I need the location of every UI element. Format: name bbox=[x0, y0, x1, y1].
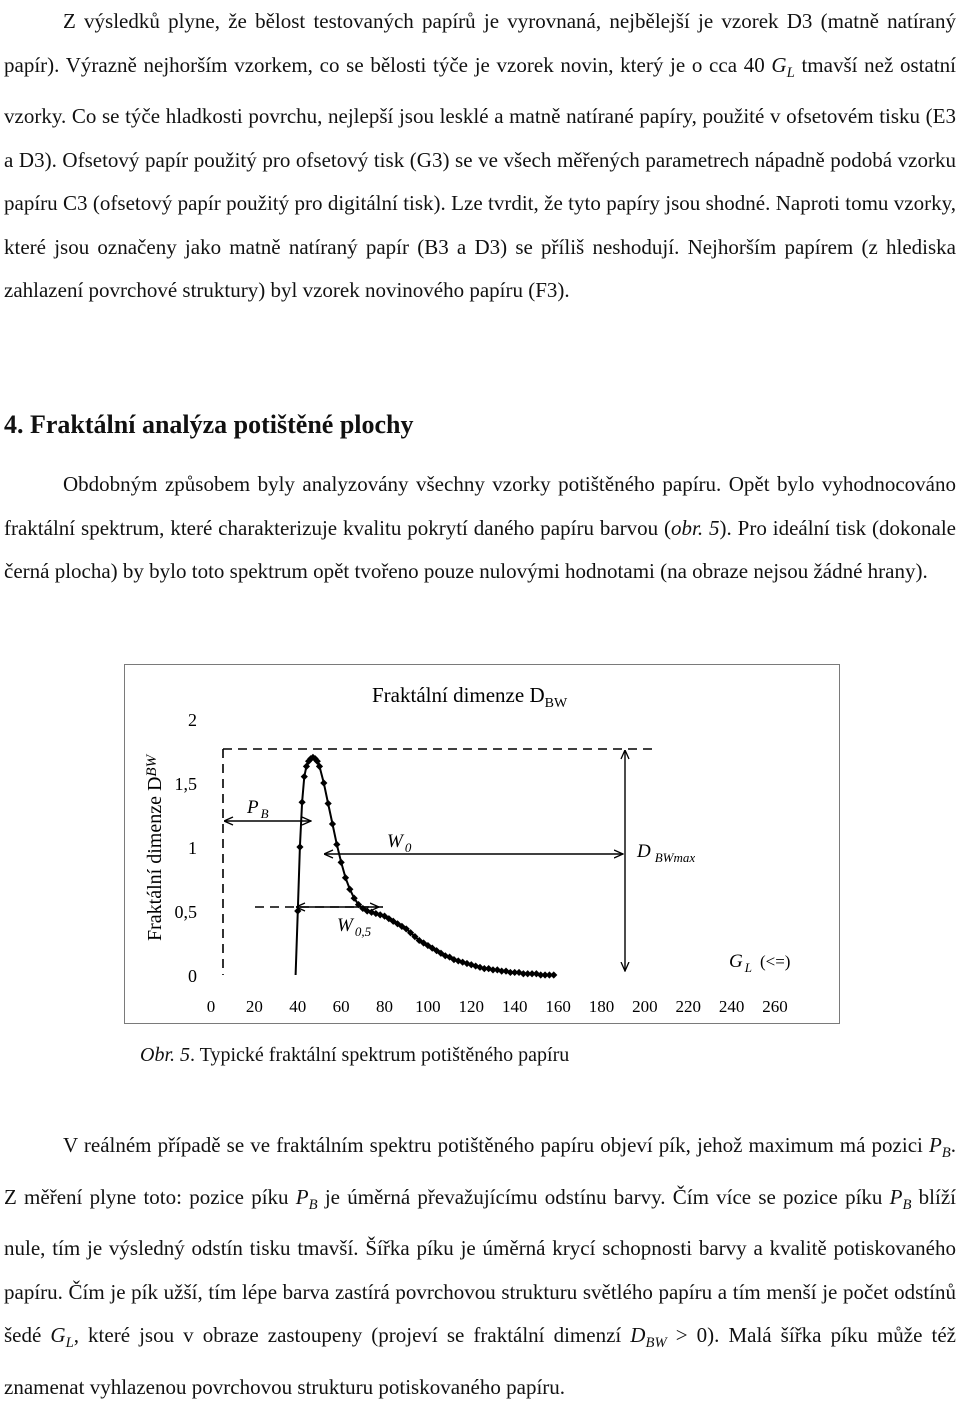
x-tick-label: 40 bbox=[289, 997, 307, 1016]
annotation-arrows bbox=[225, 751, 625, 971]
p3-text-3: je úměrná převažujícímu odstínu barvy. Čím více se pozice píku bbox=[317, 1184, 890, 1209]
figure-frame bbox=[124, 664, 840, 1024]
caption-text: . Typické fraktální spektrum potištěného papíru bbox=[190, 1044, 570, 1066]
pb-symbol: P bbox=[928, 1133, 942, 1157]
x-tick-label: 60 bbox=[332, 997, 350, 1016]
x-tick-label: 220 bbox=[675, 997, 701, 1016]
caption-label: Obr. 5 bbox=[140, 1044, 191, 1066]
annotation-w0: W $_0$ bbox=[387, 831, 412, 855]
x-tick-label: 20 bbox=[245, 997, 263, 1016]
pb-subscript: B bbox=[308, 1196, 318, 1213]
data-point bbox=[346, 886, 353, 893]
paragraph-intro bbox=[4, 0, 956, 313]
annotation-pb: P $_B$ bbox=[247, 797, 269, 821]
p3-text-1: V reálném případě se ve fraktálním spektru potištěného papíru objeví pík, jehož maximum má pozici bbox=[63, 1133, 929, 1157]
p1-gl-symbol: G bbox=[771, 52, 787, 77]
gl-symbol: G bbox=[50, 1323, 66, 1348]
paragraph-peak bbox=[4, 1124, 956, 1410]
x-axis-ticks bbox=[207, 997, 788, 1016]
data-point bbox=[301, 773, 308, 780]
y-axis-ticks bbox=[175, 710, 198, 986]
p3-text-5: , které jsou v obraze zastoupeny (projeví se fraktální dimenzí bbox=[73, 1323, 631, 1348]
y-axis-label: Fraktální dimenze $D^{BW}$ bbox=[144, 754, 166, 941]
x-tick-label: 0 bbox=[206, 997, 216, 1016]
annotation-w05: W $_{0,5}$ bbox=[337, 915, 372, 939]
p2-text-1: Obdobným způsobem byly analyzovány všechny vzorky potištěného papíru. Opět bylo vyhodnocováno fraktální spektrum, které charakterizuje kvalitu pokrytí daného papíru barvou ( bbox=[4, 472, 956, 540]
y-tick-label: 0,5 bbox=[174, 902, 197, 922]
gl-subscript: L bbox=[65, 1335, 74, 1352]
figure-reference: obr. 5 bbox=[671, 515, 720, 540]
y-tick-label: 1,5 bbox=[174, 774, 197, 794]
x-tick-label: 140 bbox=[501, 997, 528, 1016]
section-heading: 4. Fraktální analýza potištěné plochy bbox=[4, 410, 414, 439]
data-point bbox=[550, 971, 557, 978]
y-tick-label: 2 bbox=[188, 710, 197, 730]
chart-title: Fraktální dimenze $D_{BW}$ bbox=[372, 683, 568, 711]
x-tick-label: 80 bbox=[376, 997, 394, 1016]
x-tick-label: 180 bbox=[588, 997, 615, 1016]
p3-text-4: blíží nule, tím je výsledný odstín tisku tmavší. Šířka píku je úměrná krycí schopnosti barvy a kvalitě potiskovaného papíru. Čím je pík užší, tím lépe barva zastírá povrchovou strukturu světlého papíru a tím menší je počet odstínů šedé bbox=[4, 1184, 957, 1348]
fractal-spectrum-chart bbox=[125, 665, 841, 1025]
data-point bbox=[296, 843, 303, 850]
p3-text-6: > 0). Malá šířka píku může též znamenat vyhlazenou povrchovou strukturu potiskovaného papíru. bbox=[4, 1323, 956, 1400]
p1-gl-subscript: L bbox=[786, 64, 795, 81]
data-point bbox=[325, 800, 332, 807]
data-point bbox=[299, 799, 306, 806]
pb-symbol: P bbox=[295, 1184, 309, 1209]
data-point bbox=[320, 779, 327, 786]
dashed-reference-lines bbox=[223, 749, 657, 975]
x-tick-label: 200 bbox=[632, 997, 658, 1016]
data-point bbox=[342, 874, 349, 881]
p2-text-2: ). Pro ideální tisk (dokonale černá plocha) by bylo toto spektrum opět tvořeno pouze nulovými hodnotami (na obraze nejsou žádné hrany). bbox=[4, 515, 956, 583]
x-tick-label: 160 bbox=[545, 997, 571, 1016]
data-point bbox=[333, 841, 340, 848]
spectrum-markers bbox=[294, 754, 557, 979]
annotation-gl: G $_L$ (<=) bbox=[729, 951, 791, 975]
data-point bbox=[338, 859, 345, 866]
dbw-subscript: BW bbox=[645, 1335, 667, 1352]
x-tick-label: 120 bbox=[458, 997, 485, 1016]
x-tick-label: 240 bbox=[718, 997, 745, 1016]
pb-subscript: B bbox=[941, 1145, 951, 1162]
data-point bbox=[329, 820, 336, 827]
x-tick-label: 100 bbox=[415, 997, 441, 1016]
x-tick-label: 260 bbox=[762, 997, 788, 1016]
data-point bbox=[294, 907, 301, 914]
dbw-symbol: D bbox=[630, 1323, 646, 1348]
p1-text-2: tmavší než ostatní vzorky. Co se týče hladkosti povrchu, nejlepší jsou lesklé a matně natírané papíry, použité v ofsetovém tisku (E3 a D3). Ofsetový papír použitý pro ofsetový tisk (G3) se ve všech měřených parametrech nápadně podobá vzorku papíru C3 (ofsetový papír použitý pro digitální tisk). Lze tvrdit, že tyto papíry jsou shodné. Naproti tomu vzorky, které jsou označeny jako matně natíraný papír (B3 a D3) se příliš neshodují. Nejhorším papírem (z hlediska zahlazení povrchové struktury) byl vzorek novinového papíru (F3). bbox=[4, 52, 956, 303]
figure-caption bbox=[140, 1044, 569, 1067]
p1-text-1: Z výsledků plyne, že bělost testovaných papírů je vyrovnaná, nejbělejší je vzorek D3 (matně natíraný papír). Výrazně nejhorším vzorkem, co se bělosti týče je vzorek novin, který je o cca 40 bbox=[4, 9, 956, 77]
p3-text-2: . Z měření plyne toto: pozice píku bbox=[4, 1133, 956, 1209]
annotation-dbwmax: D $_{BWmax}$ bbox=[637, 841, 696, 865]
pb-subscript: B bbox=[902, 1196, 912, 1213]
y-tick-label: 0 bbox=[188, 966, 197, 986]
y-tick-label: 1 bbox=[188, 838, 197, 858]
pb-symbol: P bbox=[889, 1184, 903, 1209]
paragraph-analysis bbox=[4, 463, 956, 594]
